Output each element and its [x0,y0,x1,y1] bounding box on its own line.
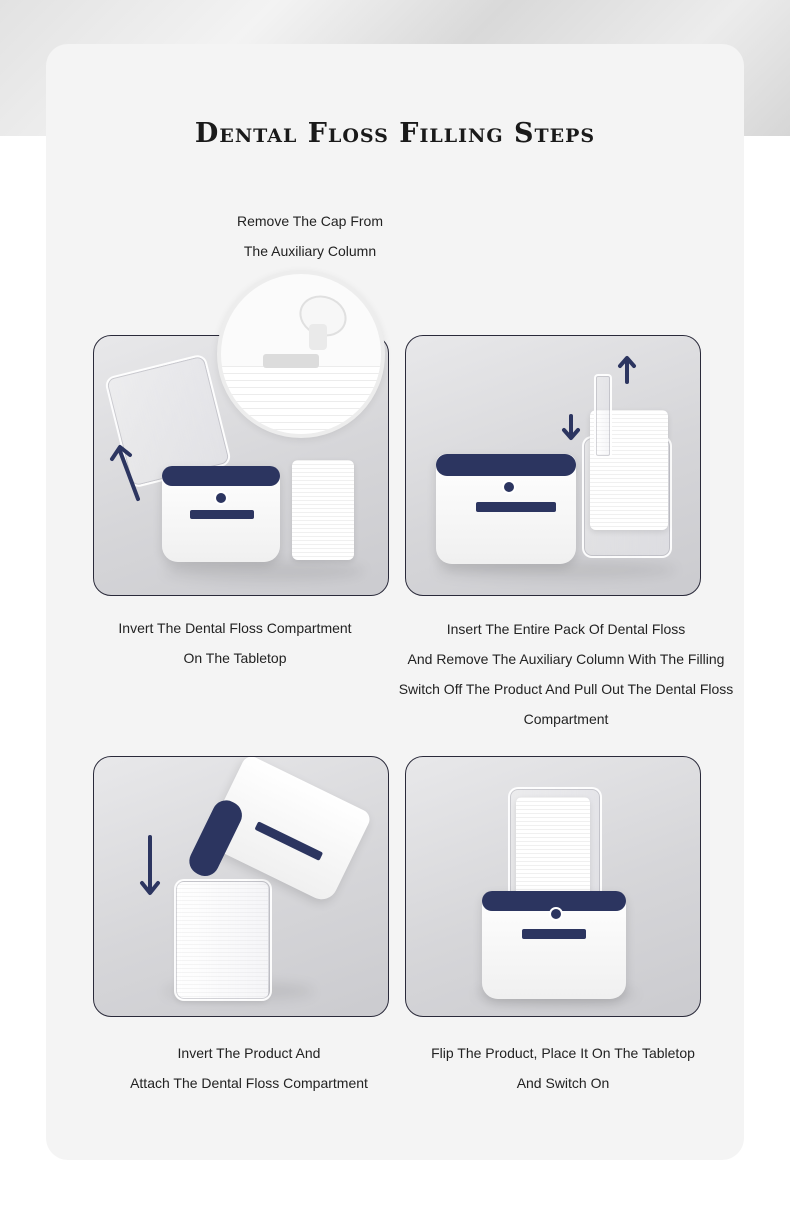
step4-image [405,756,701,1017]
intro-caption: Remove The Cap From The Auxiliary Column [236,213,383,259]
power-button-icon [502,480,516,494]
arrow-down-icon [138,835,162,897]
base-unit [482,891,626,999]
step2-caption: Insert The Entire Pack Of Dental Floss And Remove The Auxiliary Column With The Filling Switch Off The Product And Pull Out The Dental Floss Compartment [398,621,734,727]
auxiliary-column [594,374,612,458]
power-button-icon [549,907,563,921]
clear-compartment [174,879,272,1001]
arrow-up-icon [108,441,148,505]
power-button-icon [214,491,228,505]
base-unit [436,454,576,564]
base-unit [162,466,280,562]
step1-caption: Invert The Dental Floss Compartment On The Tabletop [118,620,352,666]
step3-image [93,756,389,1017]
arrow-up-icon [616,354,638,384]
step2-image [405,335,701,596]
arrow-down-icon [560,414,582,442]
step4-caption: Flip The Product, Place It On The Tabletop And Switch On [431,1045,695,1091]
page-title: Dental Floss Filling Steps [194,118,596,149]
cap-zoom-detail [217,270,385,438]
floss-pack [292,460,354,560]
step3-caption: Invert The Product And Attach The Dental Floss Compartment [130,1045,368,1091]
